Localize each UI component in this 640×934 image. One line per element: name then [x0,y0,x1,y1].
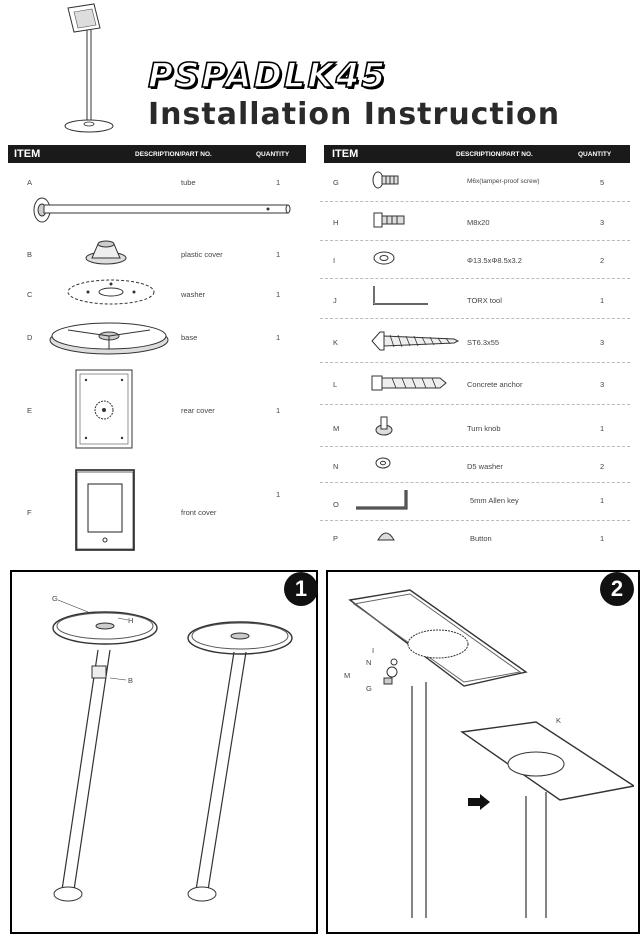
item-description: ST6.3x55 [467,338,500,347]
button-icon [376,528,396,542]
item-description: Button [470,534,492,543]
item-letter: J [333,296,337,305]
item-description: M8x20 [467,218,490,227]
row-divider [320,278,630,279]
item-quantity: 5 [600,178,605,187]
item-description: tube [181,178,196,187]
description-column-header: DESCRIPTION/PART NO. [456,150,533,158]
item-letter: I [333,256,336,265]
row-divider [320,318,630,319]
torx-tool-icon [370,284,432,310]
item-quantity: 2 [600,256,605,265]
callout-label: G [52,594,58,603]
item-letter: G [333,178,339,187]
step-2-badge: 2 [600,572,634,606]
model-name: PSPADLK45 [148,56,388,96]
callout-label: M [344,671,351,680]
item-description: front cover [181,508,217,517]
item-description: plastic cover [181,250,223,259]
item-description: Turn knob [467,424,501,433]
quantity-column-header: QUANTITY [256,150,290,158]
item-quantity: 1 [276,290,281,299]
callout-label: I [372,646,375,655]
tube-icon [28,195,292,225]
item-quantity: 3 [600,380,605,389]
washer-icon [66,278,156,306]
item-description: base [181,333,198,342]
left-table-header [8,145,306,163]
item-description: TORX tool [467,296,502,305]
row-divider [320,240,630,241]
plastic-cover-icon [84,238,128,266]
item-letter: N [333,462,339,471]
callout-label: H [128,616,134,625]
item-letter: C [27,290,33,299]
item-quantity: 3 [600,218,605,227]
item-quantity: 1 [276,178,281,187]
item-letter: K [333,338,339,347]
item-quantity: 2 [600,462,605,471]
callout-label: N [366,658,372,667]
item-letter: E [27,406,33,415]
row-divider [320,446,630,447]
item-quantity: 1 [600,534,605,543]
row-divider [320,404,630,405]
allen-key-icon [354,488,414,514]
item-description: M6x(tamper-proof screw) [467,178,540,185]
item-description: Concrete anchor [467,380,523,389]
base-icon [48,318,170,356]
item-letter: H [333,218,339,227]
row-divider [320,201,630,202]
item-letter: P [333,534,339,543]
flat-washer-icon [372,250,396,266]
item-quantity: 1 [276,490,281,499]
step-1-badge: 1 [284,572,318,606]
item-column-header: ITEM [332,148,359,160]
item-quantity: 1 [276,333,281,342]
item-description: Φ13.5xΦ8.5x3.2 [467,256,522,265]
item-column-header: ITEM [14,148,41,160]
front-cover-icon [74,468,136,552]
item-quantity: 1 [276,406,281,415]
callout-label: B [128,676,134,685]
item-quantity: 1 [600,296,605,305]
item-letter: B [27,250,33,259]
tamper-screw-icon [372,170,402,190]
d5-washer-icon [374,456,392,470]
item-description: D5 washer [467,462,503,471]
quantity-column-header: QUANTITY [578,150,612,158]
wood-screw-icon [370,330,460,352]
row-divider [320,482,630,483]
item-quantity: 1 [600,424,605,433]
item-quantity: 3 [600,338,605,347]
row-divider [320,520,630,521]
item-letter: O [333,500,339,509]
turn-knob-icon [372,414,398,438]
rear-cover-icon [74,368,136,452]
item-description: 5mm Allen key [470,496,519,505]
page-title: Installation Instruction [148,97,561,132]
right-table-header [324,145,630,163]
item-letter: M [333,424,340,433]
callout-label: K [556,716,562,725]
callout-label: G [366,684,372,693]
item-description: washer [181,290,206,299]
concrete-anchor-icon [370,372,448,394]
item-description: rear cover [181,406,215,415]
row-divider [320,362,630,363]
bolt-icon [372,210,408,230]
item-quantity: 1 [276,250,281,259]
step-2-illustration [340,586,634,918]
item-letter: A [27,178,33,187]
description-column-header: DESCRIPTION/PART NO. [135,150,212,158]
step-1-illustration [30,590,300,918]
item-letter: F [27,508,32,517]
item-letter: D [27,333,33,342]
kiosk-stand-thumbnail-icon [60,2,120,136]
item-letter: L [333,380,338,389]
item-quantity: 1 [600,496,605,505]
